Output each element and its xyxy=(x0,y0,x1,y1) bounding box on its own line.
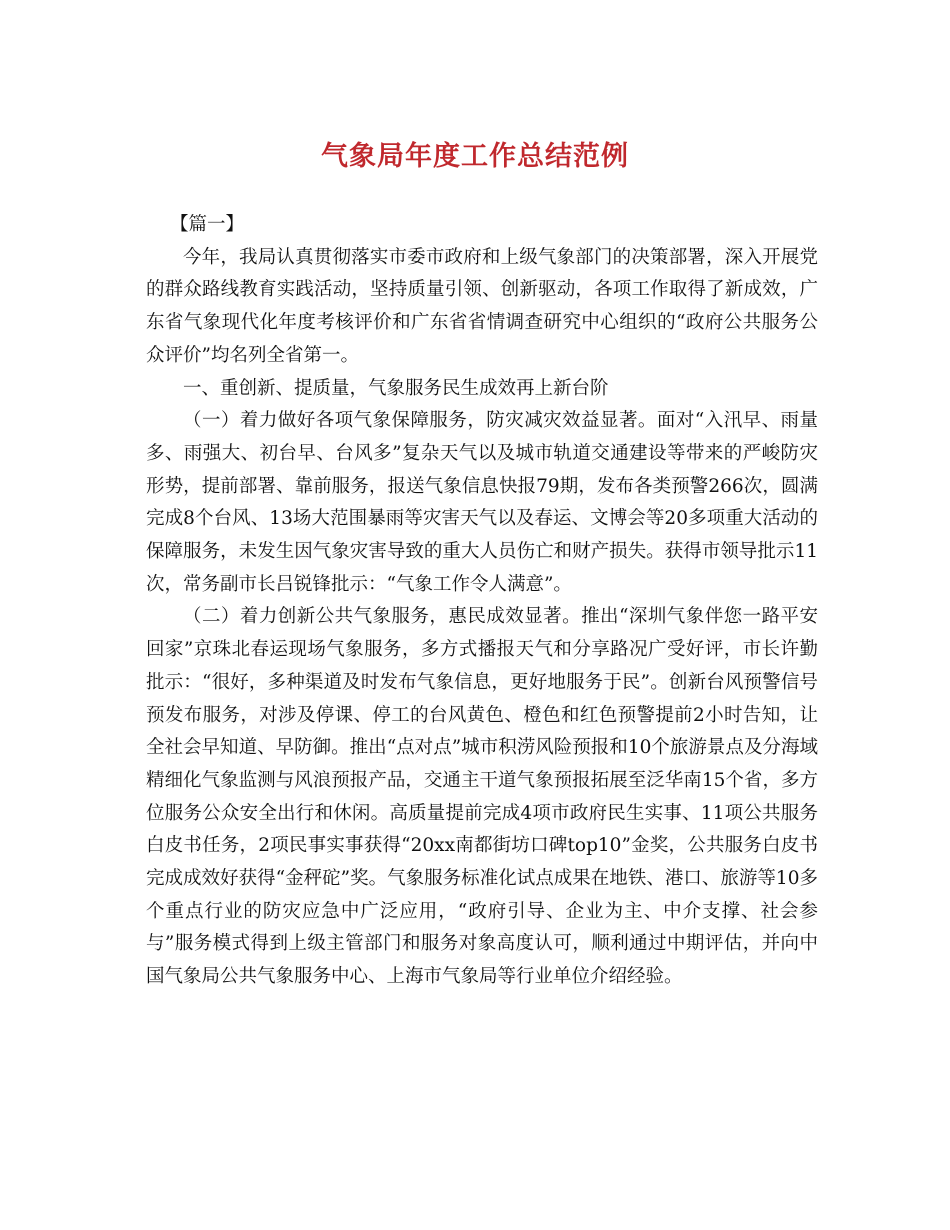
section-heading-1: 一、重创新、提质量，气象服务民生成效再上新台阶 xyxy=(183,377,609,399)
document-title: 气象局年度工作总结范例 xyxy=(321,141,629,172)
paragraph-subsection-1: （一）着力做好各项气象保障服务，防灾减灾效益显著。面对“入汛早、雨量多、雨强大、初台早、台风多”复杂天气以及城市轨道交通建设等带来的严峻防灾形势，提前部署、靠前服务，报送气象信息快报79期，发布各类预警266次，圆满完成8个台风、13场大范围暴雨等灾害天气以及春运、文博会等20多项重大活动的保障服务，未发生因气象灾害导致的重大人员伤亡和财产损失。获得市领导批示11次，常务副市长吕锐锋批示：“气象工作令人满意”。 xyxy=(146,410,818,595)
document-body xyxy=(146,209,818,994)
section-tag: 【篇一】 xyxy=(170,214,245,235)
paragraph-intro: 今年，我局认真贯彻落实市委市政府和上级气象部门的决策部署，深入开展党的群众路线教育实践活动，坚持质量引领、创新驱动，各项工作取得了新成效，广东省气象现代化年度考核评价和广东省省情调查研究中心组织的“政府公共服务公众评价”均名列全省第一。 xyxy=(146,246,818,366)
paragraph-subsection-2: （二）着力创新公共气象服务，惠民成效显著。推出“深圳气象伴您一路平安回家”京珠北春运现场气象服务，多方式播报天气和分享路况广受好评，市长许勤批示：“很好，多种渠道及时发布气象信息，更好地服务于民”。创新台风预警信号预发布服务，对涉及停课、停工的台风黄色、橙色和红色预警提前2小时告知，让全社会早知道、早防御。推出“点对点”城市积涝风险预报和10个旅游景点及分海域精细化气象监测与风浪预报产品，交通主干道气象预报拓展至泛华南15个省，多方位服务公众安全出行和休闲。高质量提前完成4项市政府民生实事、11项公共服务白皮书任务，2项民事实事获得“20xx南都街坊口碑top10”金奖，公共服务白皮书完成成效好获得“金秤砣”奖。气象服务标准化试点成果在地铁、港口、旅游等10多个重点行业的防灾应急中广泛应用，“政府引导、企业为主、中介支撑、社会参与”服务模式得到上级主管部门和服务对象高度认可，顺利通过中期评估，并向中国气象局公共气象服务中心、上海市气象局等行业单位介绍经验。 xyxy=(146,606,818,988)
